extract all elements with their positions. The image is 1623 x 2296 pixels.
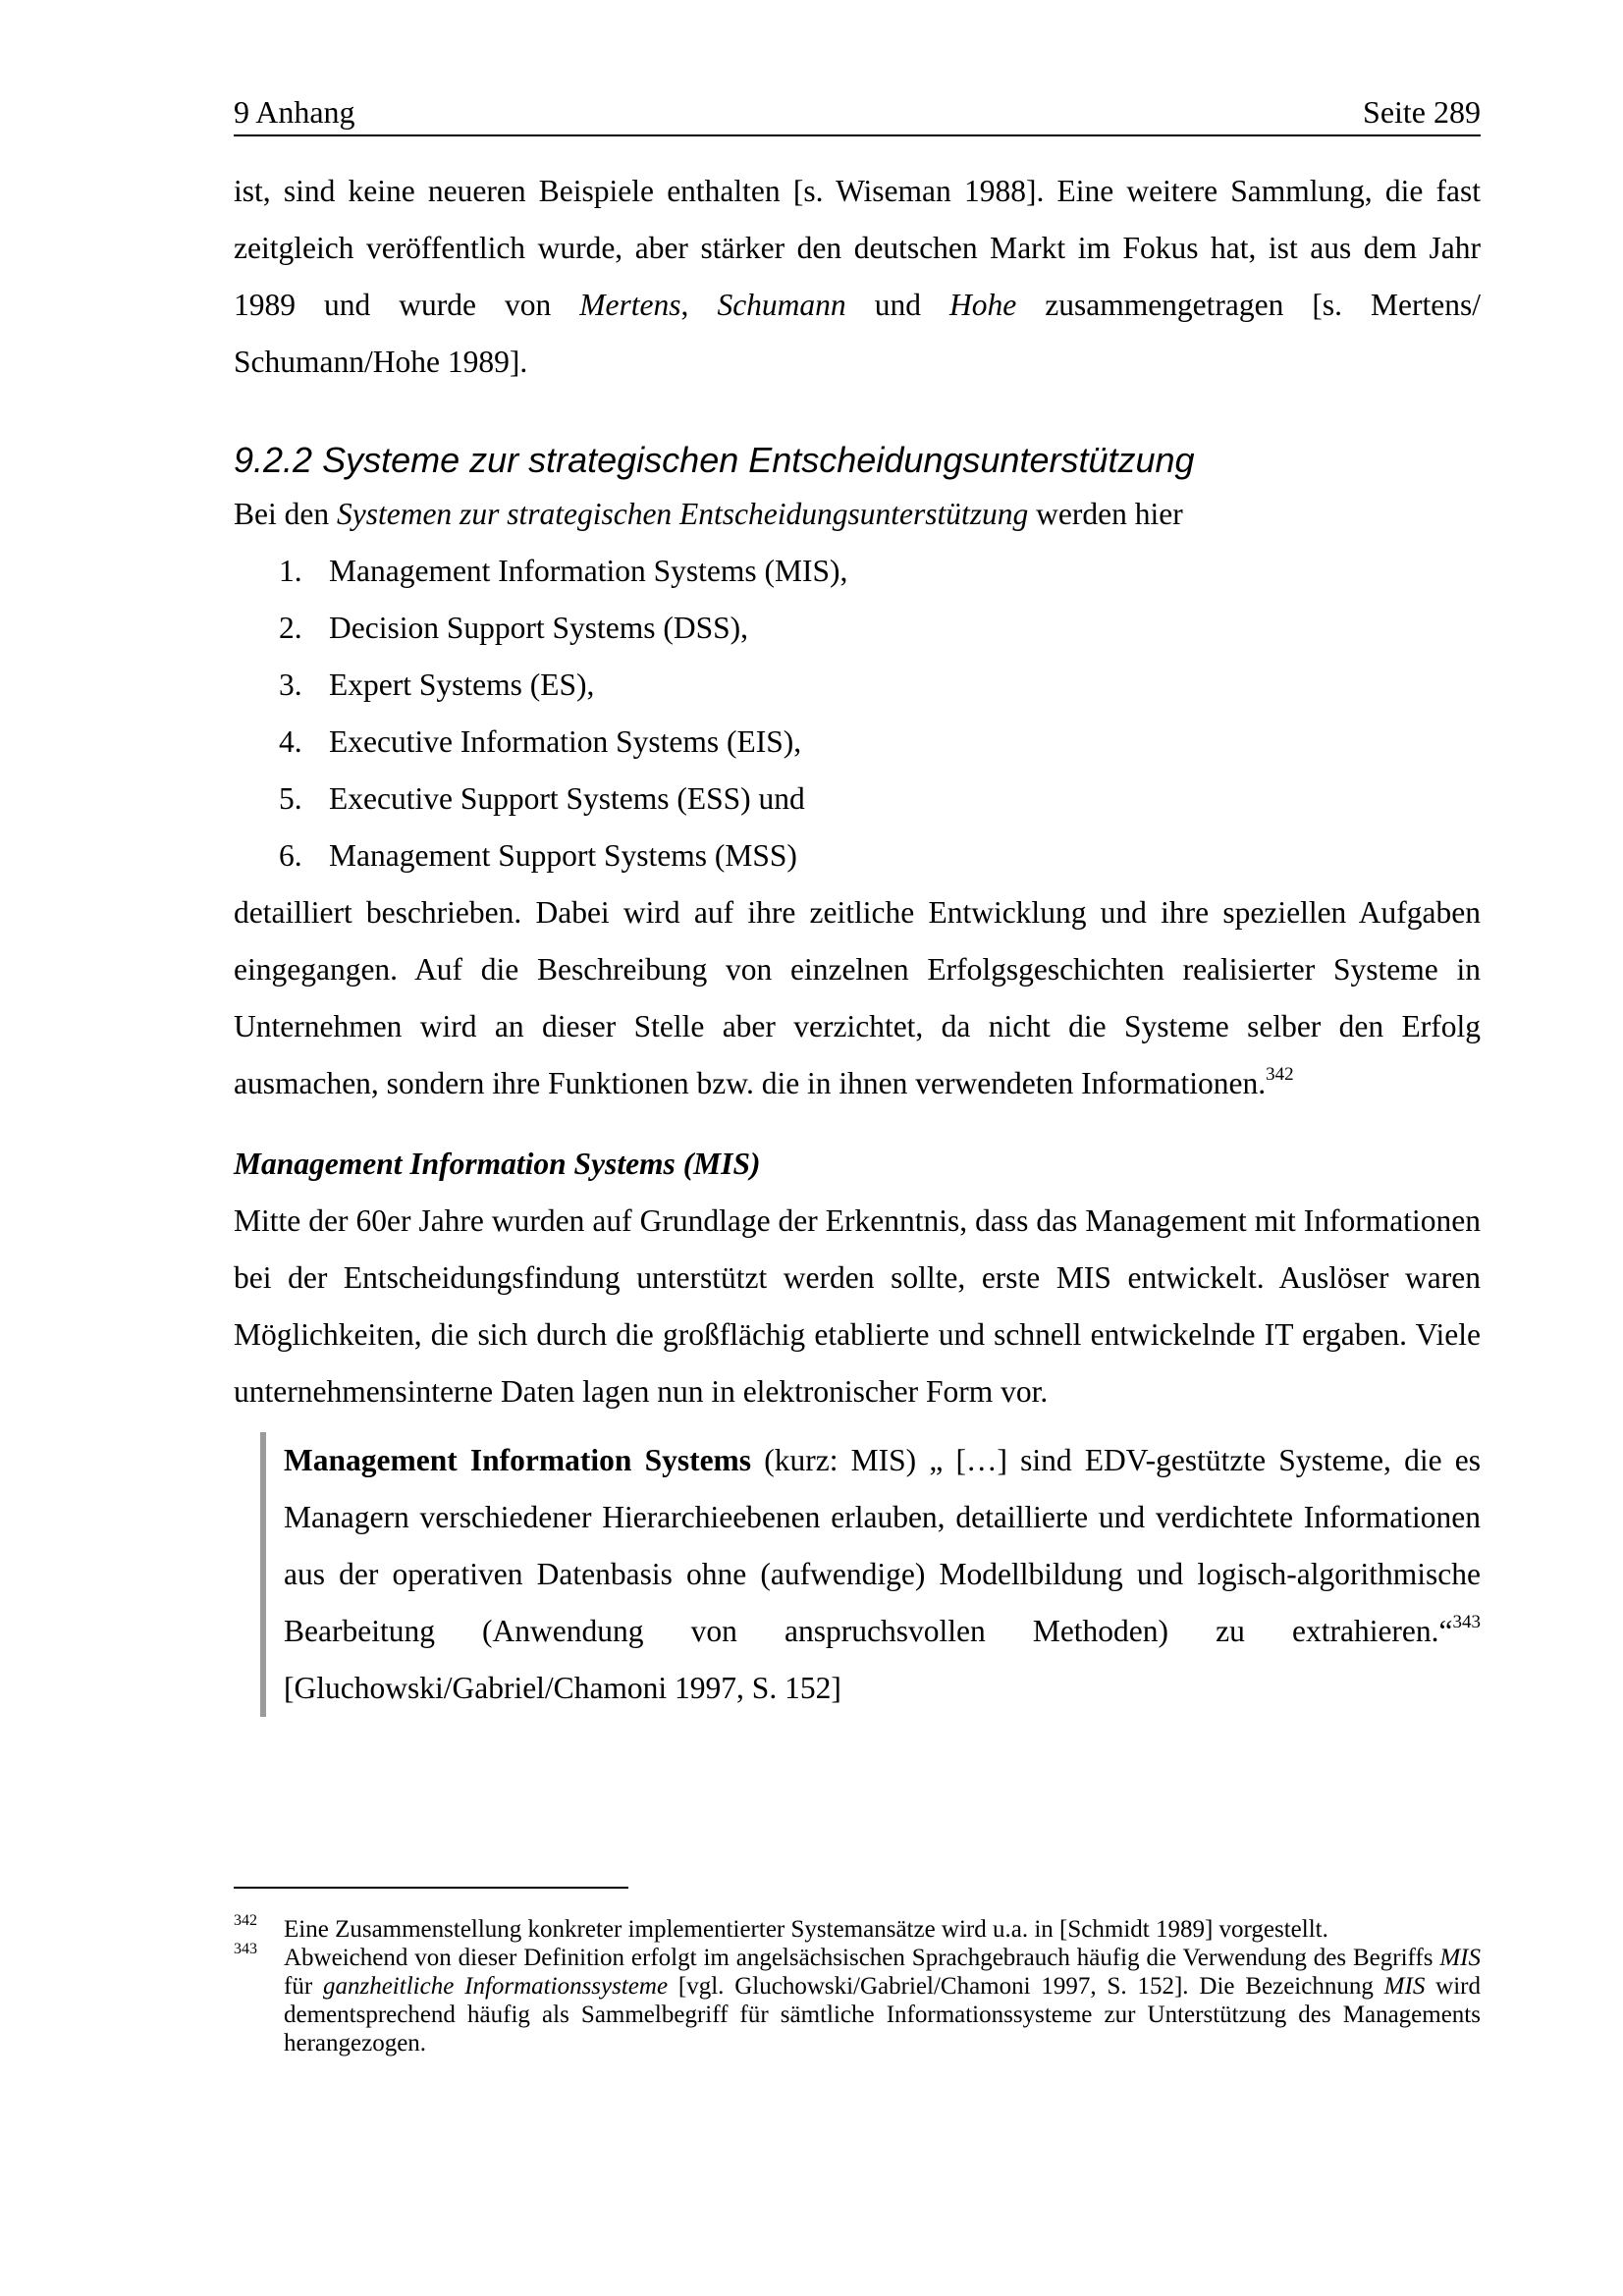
footnote-text: Eine Zusammenstellung konkreter implementierter Systemansätze wird u.a. in [Schmidt 1989] vorgestellt. (284, 1916, 1328, 1943)
footnote-text: Abweichend von dieser Definition erfolgt im angelsächsischen Sprachgebrauch häufig die Verwendung des Begriffs MIS für ganzheitliche Informationssysteme [vgl. Gluchowski/Gabriel/Chamoni 1997, S. 152]. Die Bezeichnung MIS wird dementsprechend häufig als Sammelbegriff für sämtliche Informationssysteme zur Unterstützung des Managements herangezogen. (284, 1945, 1481, 2056)
footnote-ref-342: 342 (1266, 1064, 1294, 1085)
mis-heading: Management Information Systems (MIS) (234, 1147, 761, 1181)
section-intro: Bei den Systemen zur strategischen Entscheidungsunterstützung werden hier (234, 497, 1183, 531)
list-item: 3. Expert Systems (ES), (279, 667, 595, 702)
paragraph-detailliert: detailliert beschrieben. Dabei wird auf ihre zeitliche Entwicklung und ihre speziellen Aufgaben eingegangen. Auf die Beschreibung von einzelnen Erfolgsgeschichten realisierter Systeme in Unternehmen wird an dieser Stelle aber verzichtet, da nicht die Systeme selber den Erfolg ausmachen, sondern ihre Funktionen bzw. die in ihnen verwendeten Informationen.$^{342}$ (234, 895, 1481, 1100)
section-heading: 9.2.2 Systeme zur strategischen Entscheidungsunterstützung (234, 440, 1195, 480)
paragraph-mis: Mitte der 60er Jahre wurden auf Grundlage der Erkenntnis, dass das Management mit Informationen bei der Entscheidungsfindung unterstützt werden sollte, erste MIS entwickelt. Auslöser waren Möglichkeiten, die sich durch die großflächig etablierte und schnell entwickelnde IT ergaben. Viele unternehmensinterne Daten lagen nun in elektronischer Form vor. (234, 1203, 1481, 1409)
system-list (234, 543, 1481, 884)
list-item: 5. Executive Support Systems (ESS) und (279, 781, 805, 816)
list-item: 4. Executive Information Systems (EIS), (279, 724, 802, 759)
footnote-number: 343 (234, 1941, 257, 1957)
section-intro-term: Systemen zur strategischen Entscheidungsunterstützung (336, 497, 1029, 531)
list-item: 2. Decision Support Systems (DSS), (279, 611, 749, 645)
list-item: 6. Management Support Systems (MSS) (279, 838, 797, 873)
footnote-343 (234, 1941, 1481, 2057)
author-mertens: Mertens (579, 288, 681, 322)
chapter-label: 9 Anhang (234, 94, 355, 130)
author-schumann: Schumann (717, 288, 846, 322)
author-hohe: Hohe (948, 288, 1017, 322)
definition-text: Management Information Systems (kurz: MIS) „ […] sind EDV-gestützte Systeme, die es Managern verschiedener Hierarchieebenen erlauben, detaillierte und verdichtete Informationen aus der operativen Datenbasis ohne (aufwendige) Modellbildung und logisch-algorithmische Bearbeitung (Anwendung von anspruchsvollen Methoden) zu extrahieren.“$^{343}$ [Gluchowski/Gabriel/Chamoni 1997, S. 152] (284, 1443, 1481, 1705)
definition-term: Management Information Systems (284, 1443, 752, 1477)
footnote-number: 342 (234, 1912, 257, 1929)
definition-citation: [Gluchowski/Gabriel/Chamoni 1997, S. 152] (284, 1671, 841, 1705)
paragraph-sammlungen: ist, sind keine neueren Beispiele enthalten [s. Wiseman 1988]. Eine weitere Sammlung, die fast zeitgleich veröffentlich wurde, aber stärker den deutschen Markt im Fokus hat, ist aus dem Jahr 1989 und wurde von Mertens, Schumann und Hohe zusammengetragen [s. Mertens/ Schumann/Hohe 1989]. (234, 174, 1481, 379)
footnotes (234, 1912, 1481, 2057)
definition-block (260, 1432, 1481, 1717)
footnote-ref-343: 343 (1452, 1612, 1481, 1632)
page-content (234, 90, 1481, 1717)
list-item: 1. Management Information Systems (MIS), (279, 554, 848, 588)
running-header (234, 90, 1481, 136)
footnote-342 (234, 1912, 1481, 1944)
page-number: Seite 289 (1363, 94, 1481, 130)
footnote-divider (234, 1887, 628, 1889)
